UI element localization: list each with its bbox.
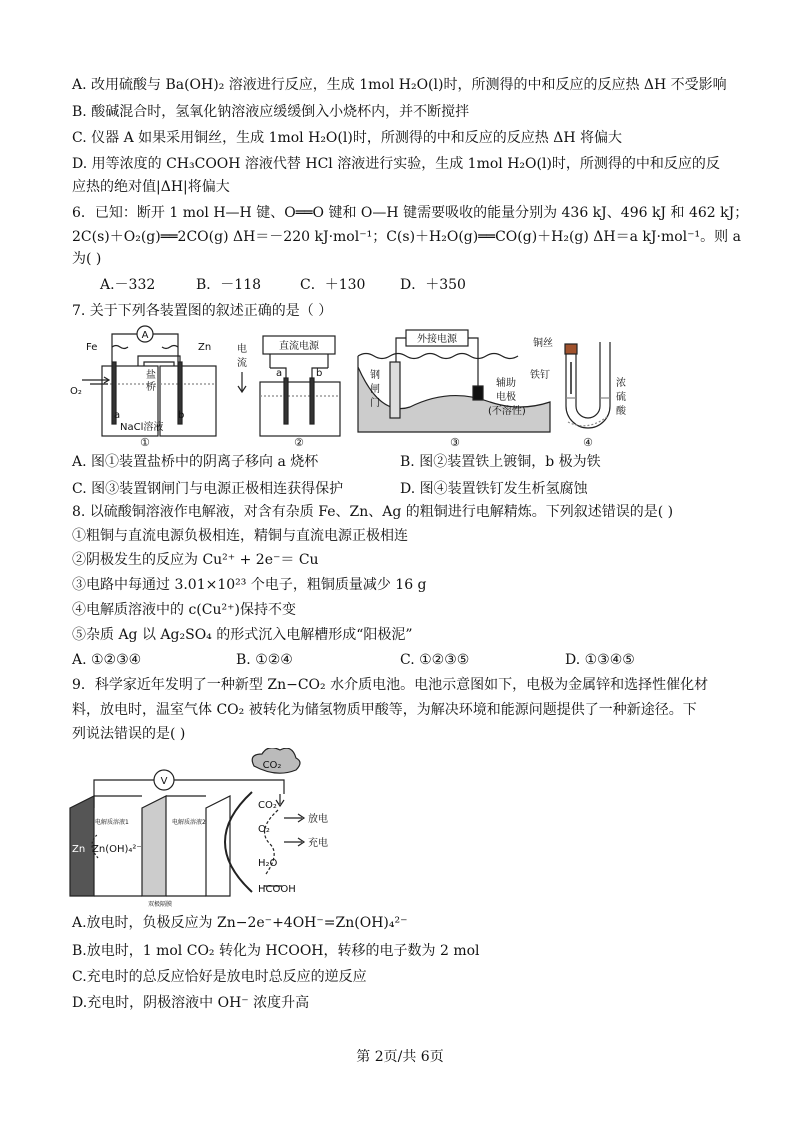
q6-option-a: A.－332	[100, 277, 156, 293]
fig1-nacl-label: NaCl溶液	[120, 422, 164, 433]
q8-option-d: D. ①③④⑤	[565, 652, 635, 668]
discharge-label: 放电	[308, 814, 328, 825]
fig4-fe-label: 铁钉	[530, 370, 550, 381]
fig4-acid-label-2: 硫	[616, 392, 626, 403]
fig3-power-label: 外接电源	[417, 334, 457, 345]
q7-option-c: C. 图③装置钢闸门与电源正极相连获得保护	[72, 481, 344, 497]
fig1-zn-label: Zn	[198, 342, 212, 353]
q9-stem-line3: 列说法错误的是( )	[72, 726, 186, 742]
voltmeter-label: V	[160, 776, 168, 787]
fig2-power-label: 直流电源	[279, 341, 319, 352]
q9-stem-line1: 9．科学家近年发明了一种新型 Zn−CO₂ 水介质电池。电池示意图如下，电极为金属锌和选择性催化材	[72, 677, 709, 693]
q5-option-a: A. 改用硫酸与 Ba(OH)₂ 溶液进行反应，生成 1mol H₂O(l)时，所测得的中和反应的反应热 ΔH 不受影响	[72, 77, 727, 93]
q6-stem-line3: 为( )	[72, 251, 102, 267]
q5-option-d-line2: 应热的绝对值|ΔH|将偏大	[72, 179, 230, 195]
q8-statement-3: ③电路中每通过 3.01×10²³ 个电子，粗铜质量减少 16 g	[72, 577, 427, 593]
page-footer: 第 2页/共 6页	[356, 1049, 444, 1065]
fig3-gate-label-2: 闸	[370, 384, 380, 395]
q9-option-c: C.充电时的总反应恰好是放电时总反应的逆反应	[72, 969, 367, 985]
fig2-b-label: b	[316, 368, 323, 379]
co2-label: CO₂	[258, 800, 277, 811]
q9-option-b: B.放电时，1 mol CO₂ 转化为 HCOOH，转移的电子数为 2 mol	[72, 943, 480, 959]
q5-option-d-line1: D. 用等浓度的 CH₃COOH 溶液代替 HCl 溶液进行实验，生成 1mol H₂O(l)时，所测得的中和反应的反	[72, 156, 720, 172]
q8-stem: 8. 以硫酸铜溶液作电解液，对含有杂质 Fe、Zn、Ag 的粗铜进行电解精炼。下列叙述错误的是( )	[72, 504, 674, 520]
fig3-gate-label-3: 门	[370, 398, 380, 409]
o2-label: O₂	[258, 824, 270, 835]
fig2-current-label-2: 流	[237, 358, 247, 369]
q7-option-d: D. 图④装置铁钉发生析氢腐蚀	[400, 481, 588, 497]
fig3-number: ③	[450, 436, 460, 449]
fig3-aux-label-2: 电极	[496, 392, 516, 403]
fig4-acid-label-3: 酸	[616, 406, 626, 417]
fig4-number: ④	[583, 436, 593, 449]
ammeter-label: A	[141, 330, 149, 341]
fig1-b-label: b	[178, 410, 185, 421]
catalyst-electrode	[206, 796, 230, 896]
q5-option-b: B. 酸碱混合时，氢氧化钠溶液应缓缓倒入小烧杯内，并不断搅拌	[72, 104, 470, 120]
hcooh-label: HCOOH	[258, 884, 296, 895]
q5-option-c: C. 仪器 A 如果采用铜丝，生成 1mol H₂O(l)时，所测得的中和反应的反应热 ΔH 将偏大	[72, 130, 623, 146]
q6-option-d: D．＋350	[400, 277, 466, 293]
q8-option-b: B. ①②④	[236, 652, 293, 668]
q6-option-b: B．－118	[196, 277, 262, 293]
q8-statement-5: ⑤杂质 Ag 以 Ag₂SO₄ 的形式沉入电解槽形成“阳极泥”	[72, 627, 413, 643]
q8-statement-4: ④电解质溶液中的 c(Cu²⁺)保持不变	[72, 602, 296, 618]
zn-label: Zn	[72, 844, 86, 855]
figure-1-salt-bridge-cell	[82, 326, 216, 436]
q7-stem: 7. 关于下列各装置图的叙述正确的是（ ）	[72, 303, 333, 319]
fig3-aux-label-1: 辅助	[496, 378, 516, 389]
charge-label: 充电	[308, 838, 328, 849]
q8-option-a: A. ①②③④	[72, 652, 142, 668]
q9-option-a: A.放电时，负极反应为 Zn−2e⁻+4OH⁻=Zn(OH)₄²⁻	[72, 915, 408, 931]
fig1-number: ①	[140, 436, 150, 449]
q8-statement-2: ②阴极发生的反应为 Cu²⁺ + 2e⁻＝ Cu	[72, 552, 319, 568]
fig3-aux-label-3: (不溶性)	[488, 406, 526, 417]
q7-option-b: B. 图②装置铁上镀铜，b 极为铁	[400, 454, 601, 470]
q6-stem-line1: 6．已知：断开 1 mol H—H 键、O══O 键和 O—H 键需要吸收的能量分别为 436 kJ、496 kJ 和 462 kJ；	[72, 205, 749, 221]
q7-option-a: A. 图①装置盐桥中的阴离子移向 a 烧杯	[72, 454, 319, 470]
solution-2-label: 电解质溶液2	[172, 819, 206, 826]
fig2-current-label-1: 电	[237, 344, 247, 355]
fig3-gate-label-1: 钢	[370, 370, 380, 381]
fig1-fe-label: Fe	[86, 342, 98, 353]
figure-4-u-tube	[565, 342, 610, 428]
fig1-salt-label-2: 桥	[146, 382, 156, 393]
q6-option-c: C．＋130	[300, 277, 366, 293]
q6-stem-line2: 2C(s)＋O₂(g)══2CO(g) ΔH＝－220 kJ·mol⁻¹；C(s)＋H₂O(g)══CO(g)＋H₂(g) ΔH＝a kJ·mol⁻¹。则 a	[72, 229, 741, 245]
zincate-label: Zn(OH)₄²⁻	[92, 844, 142, 855]
membrane-label: 双极隔膜	[148, 901, 173, 908]
fig1-salt-label-1: 盐	[146, 370, 156, 381]
q8-option-c: C. ①②③⑤	[400, 652, 470, 668]
solution-1-label: 电解质溶液1	[95, 819, 129, 826]
bipolar-membrane	[142, 796, 166, 896]
fig1-a-label: a	[114, 410, 121, 421]
q9-battery-diagram	[62, 748, 362, 908]
q9-option-d: D.充电时，阴极溶液中 OH⁻ 浓度升高	[72, 995, 310, 1011]
h2o-label: H₂O	[258, 858, 278, 869]
fig4-cu-label: 铜丝	[533, 338, 553, 349]
q8-statement-1: ①粗铜与直流电源负极相连，精铜与直流电源正极相连	[72, 528, 408, 544]
fig4-acid-label-1: 浓	[616, 378, 626, 389]
fig1-o2-label: O₂	[70, 386, 82, 397]
q9-stem-line2: 料，放电时，温室气体 CO₂ 被转化为储氢物质甲酸等，为解决环境和能源问题提供了一种新途径。下	[72, 702, 697, 718]
fig2-number: ②	[294, 436, 304, 449]
q7-apparatus-figures	[60, 322, 700, 450]
fig2-a-label: a	[276, 368, 283, 379]
co2-cloud-label: CO₂	[262, 760, 282, 771]
